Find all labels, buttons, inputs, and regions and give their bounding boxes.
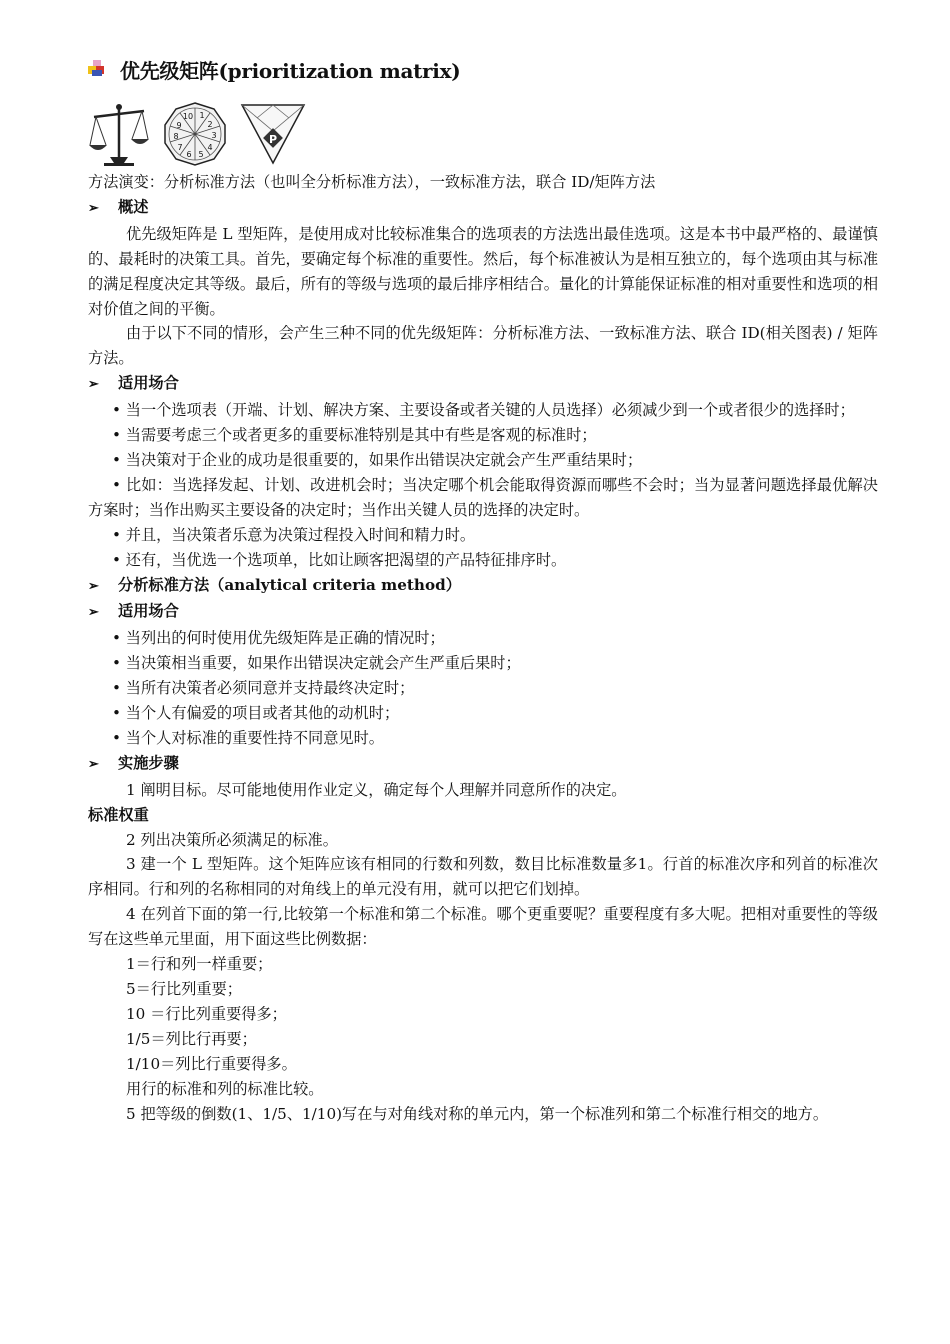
arrow-bullet-icon: ➢	[88, 578, 99, 594]
wheel-number: 2	[207, 120, 213, 129]
wheel-number: 10	[182, 112, 194, 121]
wheel-number: 8	[173, 132, 179, 141]
scales-icon	[88, 101, 150, 167]
usage-item: • 当一个选项表（开端、计划、解决方案、主要设备或者关键的人员选择）必须减少到一个或者很少的选择时；	[112, 401, 855, 420]
usage-item: • 当需要考虑三个或者更多的重要标准特别是其中有些是客观的标准时；	[112, 426, 597, 445]
title-row	[88, 54, 878, 84]
arrow-bullet-icon: ➢	[88, 377, 99, 393]
page-title: 优先级矩阵(prioritization matrix)	[120, 58, 461, 83]
arrow-bullet-icon: ➢	[88, 605, 99, 621]
wheel-number: 3	[211, 131, 217, 140]
overview-paragraph-2: 由于以下不同的情形，会产生三种不同的优先级矩阵：分析标准方法、一致标准方法、联合 ID(相关图表) / 矩阵方法。	[88, 324, 878, 368]
usage-item: • 并且，当决策者乐意为决策过程投入时间和精力时。	[112, 525, 476, 544]
step-5: 5 把等级的倒数(1、1/5、1/10)写在与对角线对称的单元内，第一个标准列和第二个标准行相交的地方。	[126, 1104, 829, 1123]
step-4: 4 在列首下面的第一行,比较第一个标准和第二个标准。哪个更重要呢？重要程度有多大呢。把相对重要性的等级写在这些单元里面，用下面这些比例数据：	[88, 905, 878, 949]
diamond-letter: P	[268, 133, 278, 146]
method-variants: 方法演变：分析标准方法（也叫全分析标准方法），一致标准方法，联合 ID/矩阵方法	[88, 173, 656, 191]
section-heading-overview: ➢ 概述	[88, 195, 878, 222]
section-heading-usage-2: ➢ 适用场合	[88, 599, 878, 626]
document-page	[88, 54, 878, 1126]
usage2-item: • 当决策相当重要，如果作出错误决定就会产生严重后果时；	[112, 654, 521, 673]
usage2-item: • 当所有决策者必须同意并支持最终决定时；	[112, 679, 415, 698]
scale-item: 5＝行比列重要；	[126, 980, 242, 998]
scale-item: 1/5＝列比行再要；	[126, 1029, 257, 1048]
subheading-criteria-weight: 标准权重	[88, 805, 149, 824]
scale-item: 用行的标准和列的标准比较。	[126, 1079, 324, 1098]
wheel-number: 6	[186, 150, 192, 159]
step-1: 1 阐明目标。尽可能地使用作业定义，确定每个人理解并同意所作的决定。	[126, 780, 627, 799]
diamond-p-icon	[240, 101, 306, 167]
usage-item: • 当决策对于企业的成功是很重要的，如果作出错误决定就会产生严重结果时；	[112, 450, 643, 469]
usage2-item: • 当个人对标准的重要性持不同意见时。	[112, 728, 384, 747]
usage-item: • 还有，当优选一个选项单，比如让顾客把渴望的产品特征排序时。	[112, 550, 567, 569]
arrow-bullet-icon: ➢	[88, 756, 99, 772]
arrow-bullet-icon: ➢	[88, 200, 99, 216]
bullet-square-icon	[88, 60, 106, 78]
scale-item: 10 ＝行比列重要得多；	[126, 1004, 287, 1023]
step-2: 2 列出决策所必须满足的标准。	[126, 830, 338, 849]
section-heading-analytical: ➢ 分析标准方法（analytical criteria method）	[88, 573, 878, 600]
wheel-number: 4	[207, 143, 213, 152]
method-icons	[88, 100, 878, 168]
section-heading-usage: ➢ 适用场合	[88, 371, 878, 398]
numbered-wheel-icon	[162, 101, 228, 167]
step-3: 3 建一个 L 型矩阵。这个矩阵应该有相同的行数和列数，数目比标准数量多1。行首的标准次序和列首的标准次序相同。行和列的名称相同的对角线上的单元没有用，就可以把它们划掉。	[88, 855, 878, 899]
wheel-number: 5	[198, 150, 204, 159]
scale-item: 1＝行和列一样重要；	[126, 955, 273, 974]
section-heading-steps: ➢ 实施步骤	[88, 751, 878, 778]
usage2-item: • 当个人有偏爱的项目或者其他的动机时；	[112, 704, 400, 723]
overview-paragraph-1: 优先级矩阵是 L 型矩阵，是使用成对比较标准集合的选项表的方法选出最佳选项。这是本书中最严格的、最谨慎的、最耗时的决策工具。首先，要确定每个标准的重要性。然后，每个标准被认为是相互独立的，每个选项由其与标准的满足程度决定其等级。最后，所有的等级与选项的最后排序相结合。量化的计算能保证标准的相对重要性和选项的相对价值之间的平衡。	[88, 224, 878, 318]
usage-item: • 比如：当选择发起、计划、改进机会时；当决定哪个机会能取得资源而哪些不会时；当为显著问题选择最优解决方案时；当作出购买主要设备的决定时；当作出关键人员的选择的决定时。	[88, 475, 878, 519]
wheel-number: 7	[177, 143, 183, 152]
scale-item: 1/10＝列比行重要得多。	[126, 1054, 297, 1073]
wheel-number: 9	[176, 121, 182, 130]
wheel-number: 1	[199, 111, 205, 120]
usage2-item: • 当列出的何时使用优先级矩阵是正确的情况时；	[112, 629, 445, 648]
